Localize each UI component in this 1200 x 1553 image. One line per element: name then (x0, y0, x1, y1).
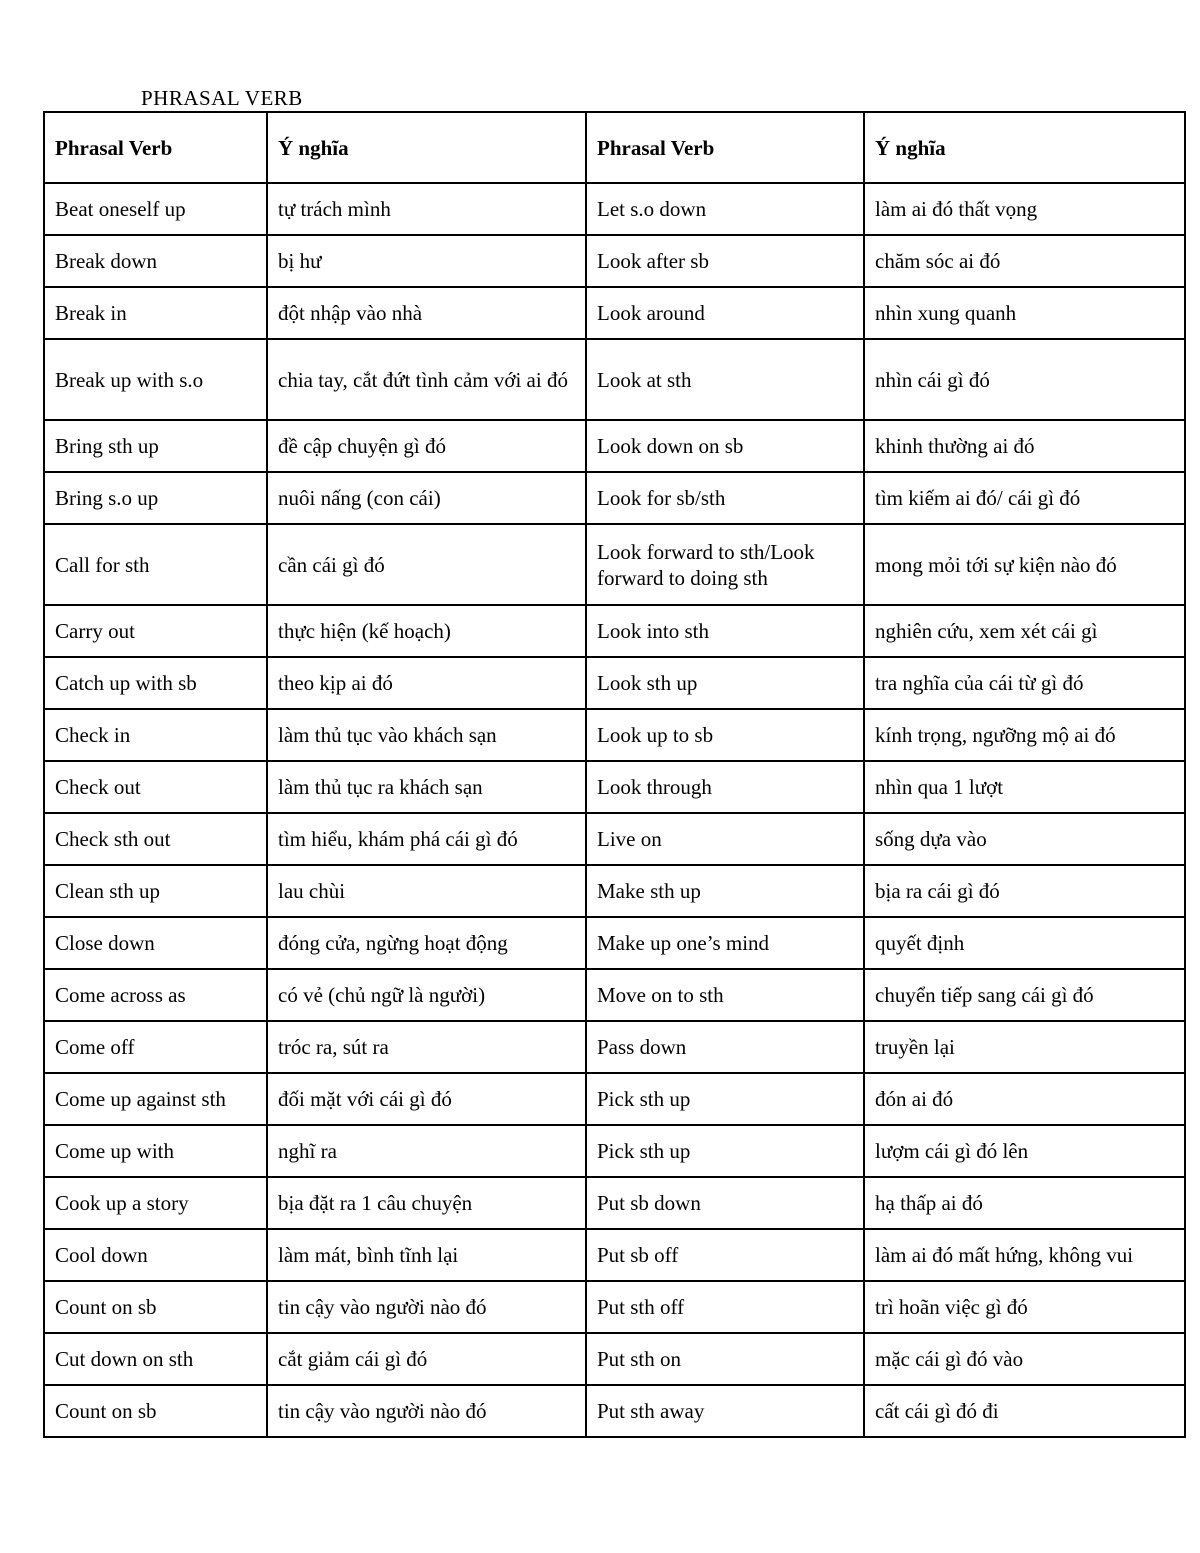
meaning-cell: làm ai đó thất vọng (864, 183, 1185, 235)
meaning-cell: tự trách mình (267, 183, 586, 235)
phrasal-verb-cell: Bring s.o up (44, 472, 267, 524)
phrasal-verb-cell: Come across as (44, 969, 267, 1021)
phrasal-verb-cell: Put sth on (586, 1333, 864, 1385)
meaning-cell: tra nghĩa của cái từ gì đó (864, 657, 1185, 709)
document-title: PHRASAL VERB (141, 86, 303, 110)
meaning-cell: sống dựa vào (864, 813, 1185, 865)
phrasal-verb-cell: Put sb off (586, 1229, 864, 1281)
phrasal-verb-cell: Close down (44, 917, 267, 969)
phrasal-verb-cell: Look up to sb (586, 709, 864, 761)
phrasal-verb-cell: Let s.o down (586, 183, 864, 235)
meaning-cell: mong mỏi tới sự kiện nào đó (864, 524, 1185, 605)
phrasal-verb-cell: Look forward to sth/Look forward to doing sth (586, 524, 864, 605)
phrasal-verb-cell: Pick sth up (586, 1125, 864, 1177)
table-row (44, 709, 1185, 761)
table-row (44, 813, 1185, 865)
table-row (44, 1021, 1185, 1073)
meaning-cell: kính trọng, ngưỡng mộ ai đó (864, 709, 1185, 761)
meaning-cell: theo kịp ai đó (267, 657, 586, 709)
phrasal-verb-cell: Check sth out (44, 813, 267, 865)
meaning-cell: làm thủ tục vào khách sạn (267, 709, 586, 761)
phrasal-verb-cell: Carry out (44, 605, 267, 657)
phrasal-verb-cell: Cut down on sth (44, 1333, 267, 1385)
meaning-cell: đột nhập vào nhà (267, 287, 586, 339)
phrasal-verb-cell: Break in (44, 287, 267, 339)
meaning-cell: chia tay, cắt đứt tình cảm với ai đó (267, 339, 586, 420)
meaning-cell: bịa ra cái gì đó (864, 865, 1185, 917)
header-phrasal-verb: Phrasal Verb (44, 112, 267, 183)
meaning-cell: thực hiện (kế hoạch) (267, 605, 586, 657)
phrasal-verb-cell: Look at sth (586, 339, 864, 420)
phrasal-verb-cell: Break down (44, 235, 267, 287)
header-meaning: Ý nghĩa (267, 112, 586, 183)
meaning-cell: lau chùi (267, 865, 586, 917)
phrasal-verb-cell: Check in (44, 709, 267, 761)
meaning-cell: quyết định (864, 917, 1185, 969)
table-row (44, 657, 1185, 709)
phrasal-verb-cell: Come off (44, 1021, 267, 1073)
meaning-cell: có vẻ (chủ ngữ là người) (267, 969, 586, 1021)
meaning-cell: bịa đặt ra 1 câu chuyện (267, 1177, 586, 1229)
table-row (44, 287, 1185, 339)
table-row (44, 1177, 1185, 1229)
meaning-cell: chuyển tiếp sang cái gì đó (864, 969, 1185, 1021)
phrasal-verb-cell: Beat oneself up (44, 183, 267, 235)
meaning-cell: hạ thấp ai đó (864, 1177, 1185, 1229)
phrasal-verb-cell: Live on (586, 813, 864, 865)
table-row (44, 235, 1185, 287)
meaning-cell: nuôi nấng (con cái) (267, 472, 586, 524)
phrasal-verb-cell: Look around (586, 287, 864, 339)
phrasal-verb-cell: Look through (586, 761, 864, 813)
phrasal-verb-cell: Bring sth up (44, 420, 267, 472)
phrasal-verb-cell: Cook up a story (44, 1177, 267, 1229)
table-row (44, 339, 1185, 420)
meaning-cell: cắt giảm cái gì đó (267, 1333, 586, 1385)
table-row (44, 1125, 1185, 1177)
phrasal-verb-cell: Catch up with sb (44, 657, 267, 709)
meaning-cell: đề cập chuyện gì đó (267, 420, 586, 472)
phrasal-verb-table (43, 111, 1186, 1438)
meaning-cell: tìm hiểu, khám phá cái gì đó (267, 813, 586, 865)
phrasal-verb-cell: Come up with (44, 1125, 267, 1177)
phrasal-verb-cell: Look sth up (586, 657, 864, 709)
meaning-cell: chăm sóc ai đó (864, 235, 1185, 287)
table-row (44, 1073, 1185, 1125)
phrasal-verb-cell: Break up with s.o (44, 339, 267, 420)
header-meaning: Ý nghĩa (864, 112, 1185, 183)
table-row (44, 605, 1185, 657)
phrasal-verb-cell: Cool down (44, 1229, 267, 1281)
meaning-cell: nghiên cứu, xem xét cái gì (864, 605, 1185, 657)
meaning-cell: đối mặt với cái gì đó (267, 1073, 586, 1125)
meaning-cell: tìm kiếm ai đó/ cái gì đó (864, 472, 1185, 524)
meaning-cell: đón ai đó (864, 1073, 1185, 1125)
meaning-cell: làm ai đó mất hứng, không vui (864, 1229, 1185, 1281)
meaning-cell: tin cậy vào người nào đó (267, 1385, 586, 1437)
meaning-cell: cần cái gì đó (267, 524, 586, 605)
phrasal-verb-cell: Look after sb (586, 235, 864, 287)
phrasal-verb-cell: Put sth off (586, 1281, 864, 1333)
table-row (44, 917, 1185, 969)
table-row (44, 865, 1185, 917)
table-row (44, 183, 1185, 235)
phrasal-verb-cell: Make sth up (586, 865, 864, 917)
meaning-cell: tin cậy vào người nào đó (267, 1281, 586, 1333)
phrasal-verb-cell: Pick sth up (586, 1073, 864, 1125)
table-row (44, 472, 1185, 524)
header-row (44, 112, 1185, 183)
meaning-cell: bị hư (267, 235, 586, 287)
table-row (44, 1333, 1185, 1385)
table-row (44, 1385, 1185, 1437)
table-header (44, 112, 1185, 183)
table-row (44, 761, 1185, 813)
meaning-cell: nhìn cái gì đó (864, 339, 1185, 420)
meaning-cell: làm thủ tục ra khách sạn (267, 761, 586, 813)
meaning-cell: tróc ra, sút ra (267, 1021, 586, 1073)
meaning-cell: mặc cái gì đó vào (864, 1333, 1185, 1385)
phrasal-verb-cell: Count on sb (44, 1281, 267, 1333)
phrasal-verb-cell: Move on to sth (586, 969, 864, 1021)
meaning-cell: nhìn qua 1 lượt (864, 761, 1185, 813)
meaning-cell: nhìn xung quanh (864, 287, 1185, 339)
table-row (44, 1229, 1185, 1281)
phrasal-verb-cell: Look into sth (586, 605, 864, 657)
meaning-cell: cất cái gì đó đi (864, 1385, 1185, 1437)
phrasal-verb-cell: Pass down (586, 1021, 864, 1073)
meaning-cell: nghĩ ra (267, 1125, 586, 1177)
phrasal-verb-cell: Put sth away (586, 1385, 864, 1437)
phrasal-verb-cell: Make up one’s mind (586, 917, 864, 969)
meaning-cell: lượm cái gì đó lên (864, 1125, 1185, 1177)
meaning-cell: trì hoãn việc gì đó (864, 1281, 1185, 1333)
phrasal-verb-cell: Check out (44, 761, 267, 813)
meaning-cell: khinh thường ai đó (864, 420, 1185, 472)
phrasal-verb-cell: Clean sth up (44, 865, 267, 917)
phrasal-verb-cell: Come up against sth (44, 1073, 267, 1125)
phrasal-verb-cell: Look for sb/sth (586, 472, 864, 524)
table-row (44, 1281, 1185, 1333)
header-phrasal-verb: Phrasal Verb (586, 112, 864, 183)
table-row (44, 524, 1185, 605)
phrasal-verb-cell: Call for sth (44, 524, 267, 605)
table-row (44, 969, 1185, 1021)
meaning-cell: làm mát, bình tĩnh lại (267, 1229, 586, 1281)
phrasal-verb-cell: Count on sb (44, 1385, 267, 1437)
phrasal-verb-cell: Look down on sb (586, 420, 864, 472)
table-row (44, 420, 1185, 472)
meaning-cell: đóng cửa, ngừng hoạt động (267, 917, 586, 969)
phrasal-verb-cell: Put sb down (586, 1177, 864, 1229)
meaning-cell: truyền lại (864, 1021, 1185, 1073)
table-body (44, 183, 1185, 1437)
